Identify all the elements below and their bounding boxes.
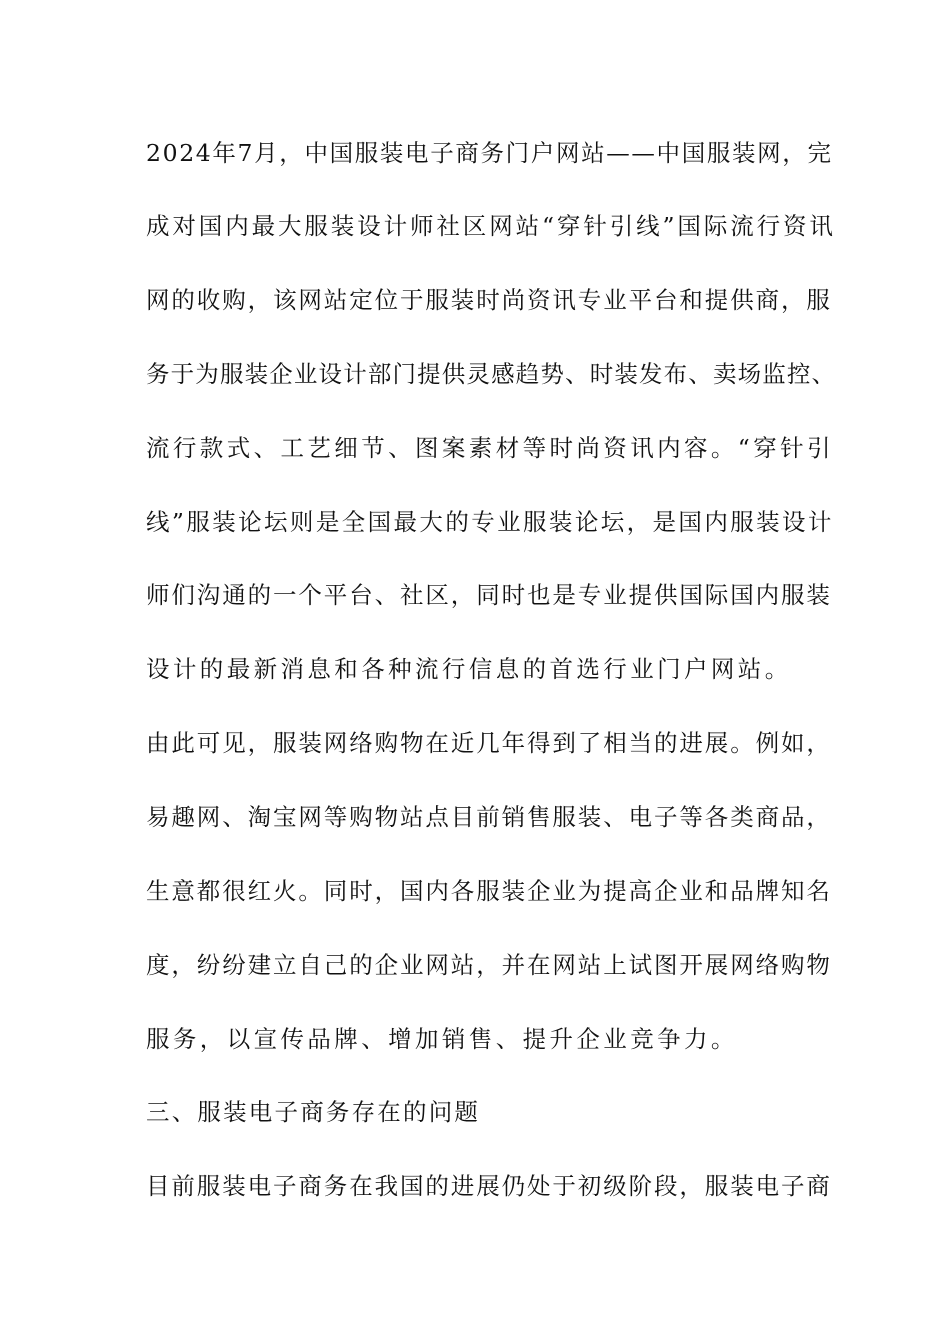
paragraph-line: 师们沟通的一个平台、社区，同时也是专业提供国际国内服装 bbox=[146, 581, 832, 609]
paragraph-line: 设计的最新消息和各种流行信息的首选行业门户网站。 bbox=[146, 655, 792, 683]
paragraph-line: 由此可见，服装网络购物在近几年得到了相当的进展。例如， bbox=[146, 729, 832, 757]
section-heading: 三、服装电子商务存在的问题 bbox=[146, 1098, 481, 1126]
paragraph-line: 流行款式、工艺细节、图案素材等时尚资讯内容。“穿针引 bbox=[146, 434, 834, 462]
paragraph-line: 务于为服装企业设计部门提供灵感趋势、时装发布、卖场监控、 bbox=[146, 360, 837, 388]
paragraph-line: 生意都很红火。同时，国内各服装企业为提高企业和品牌知名 bbox=[146, 877, 832, 905]
paragraph-line: 线”服装论坛则是全国最大的专业服装论坛，是国内服装设计 bbox=[146, 508, 834, 536]
paragraph-line: 易趣网、淘宝网等购物站点目前销售服装、电子等各类商品， bbox=[146, 803, 832, 831]
paragraph-line: 2024年7月，中国服装电子商务门户网站——中国服装网，完 bbox=[146, 139, 833, 167]
paragraph-line: 网的收购，该网站定位于服装时尚资讯专业平台和提供商，服 bbox=[146, 286, 832, 314]
paragraph-line: 目前服装电子商务在我国的进展仍处于初级阶段，服装电子商 bbox=[146, 1172, 832, 1200]
paragraph-line: 成对国内最大服装设计师社区网站“穿针引线”国际流行资讯 bbox=[146, 212, 836, 240]
paragraph-line: 服务，以宣传品牌、增加销售、提升企业竞争力。 bbox=[146, 1025, 738, 1053]
paragraph-line: 度，纷纷建立自己的企业网站，并在网站上试图开展网络购物 bbox=[146, 951, 832, 979]
